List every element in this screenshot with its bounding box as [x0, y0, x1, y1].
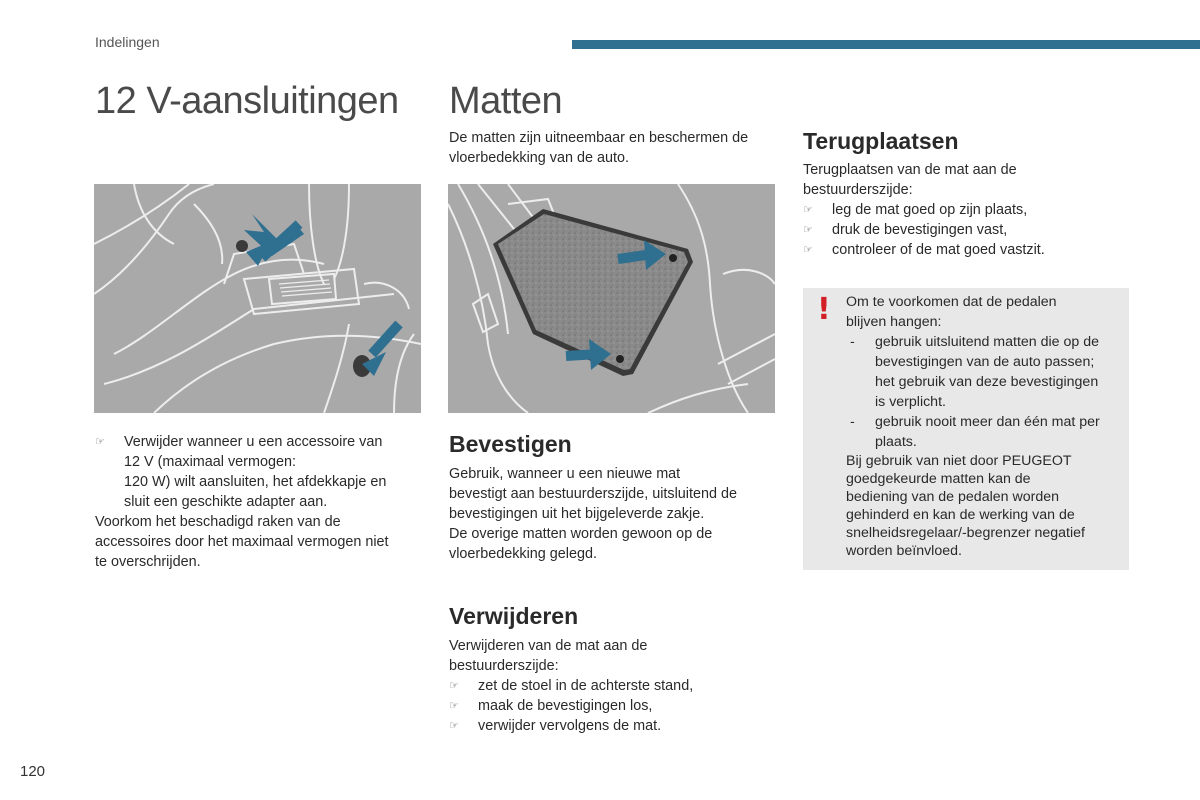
- warning-text: [846, 292, 1126, 560]
- left-bullet-line: Verwijder wanneer u een accessoire van: [124, 434, 383, 450]
- hand-pointer-icon: ☞: [803, 204, 813, 216]
- warning-intro-line: blijven hangen:: [846, 314, 942, 330]
- header-accent-bar: [572, 40, 1200, 49]
- left-instructions: [95, 432, 415, 572]
- left-note-line: Voorkom het beschadigd raken van de: [95, 514, 341, 530]
- attach-line: vloerbedekking gelegd.: [449, 546, 598, 562]
- warning-intro-line: Om te voorkomen dat de pedalen: [846, 294, 1057, 310]
- remove-step: ☞ zet de stoel in de achterste stand,: [449, 678, 694, 694]
- attach-text: [449, 464, 779, 564]
- exclamation-icon: !: [817, 292, 831, 327]
- warning-box: [803, 288, 1129, 570]
- left-note-line: accessoires door het maximaal vermogen niet: [95, 534, 389, 550]
- heading-attach: Bevestigen: [449, 431, 572, 457]
- warning-list-item: - gebruik uitsluitend matten die op de bevestigingen van de auto passen; het gebruik van deze bevestigingen is verplicht.: [850, 334, 1099, 410]
- mats-intro: [449, 128, 779, 168]
- remove-step: ☞ maak de bevestigingen los,: [449, 698, 653, 714]
- figure-floor-mat: [448, 184, 775, 413]
- warning-list-item: - gebruik nooit meer dan één mat per plaats.: [850, 414, 1100, 450]
- refit-step: ☞ controleer of de mat goed vastzit.: [803, 242, 1045, 258]
- warning-outro: Bij gebruik van niet door PEUGEOT goedgekeurde matten kan de bediening van de pedalen worden gehinderd en kan de werking van de snelheidsregelaar/-begrenzer negatief worden beïnvloed.: [846, 453, 1085, 559]
- remove-intro-line: Verwijderen van de mat aan de: [449, 638, 648, 654]
- page-number: 120: [20, 763, 46, 780]
- hand-pointer-icon: ☞: [449, 700, 459, 712]
- attach-line: bevestigingen uit het bijgeleverde zakje.: [449, 506, 705, 522]
- refit-step: ☞ druk de bevestigingen vast,: [803, 222, 1008, 238]
- hand-pointer-icon: ☞: [803, 224, 813, 236]
- left-bullet-line: 120 W) wilt aansluiten, het afdekkapje en: [124, 474, 387, 490]
- refit-intro-line: Terugplaatsen van de mat aan de: [803, 162, 1017, 178]
- left-bullet-line: sluit een geschikte adapter aan.: [124, 494, 328, 510]
- hand-pointer-icon: ☞: [449, 720, 459, 732]
- figure-12v-socket-console: [94, 184, 421, 413]
- attach-line: De overige matten worden gewoon op de: [449, 526, 713, 542]
- mats-intro-line: vloerbedekking van de auto.: [449, 150, 630, 166]
- refit-intro-line: bestuurderszijde:: [803, 182, 913, 198]
- left-bullet-item: [95, 432, 415, 512]
- hand-pointer-icon: ☞: [95, 436, 105, 448]
- attach-line: Gebruik, wanneer u een nieuwe mat: [449, 466, 681, 482]
- section-label: Indelingen: [95, 34, 160, 50]
- remove-intro-line: bestuurderszijde:: [449, 658, 559, 674]
- hand-pointer-icon: ☞: [803, 244, 813, 256]
- title-12v-sockets: 12 V-aansluitingen: [95, 80, 399, 122]
- console-illustration: [94, 184, 421, 413]
- refit-step: ☞ leg de mat goed op zijn plaats,: [803, 202, 1028, 218]
- heading-refit: Terugplaatsen: [803, 128, 959, 154]
- heading-remove: Verwijderen: [449, 603, 579, 629]
- remove-step: ☞ verwijder vervolgens de mat.: [449, 718, 662, 734]
- floor-mat-illustration: [448, 184, 775, 413]
- hand-pointer-icon: ☞: [449, 680, 459, 692]
- title-mats: Matten: [449, 80, 563, 122]
- left-bullet-line: 12 V (maximaal vermogen:: [124, 454, 296, 470]
- attach-line: bevestigt aan bestuurderszijde, uitsluitend de: [449, 486, 737, 502]
- remove-text: [449, 636, 779, 736]
- left-note-line: te overschrijden.: [95, 554, 201, 570]
- mats-intro-line: De matten zijn uitneembaar en beschermen de: [449, 130, 749, 146]
- refit-text: [803, 160, 1133, 260]
